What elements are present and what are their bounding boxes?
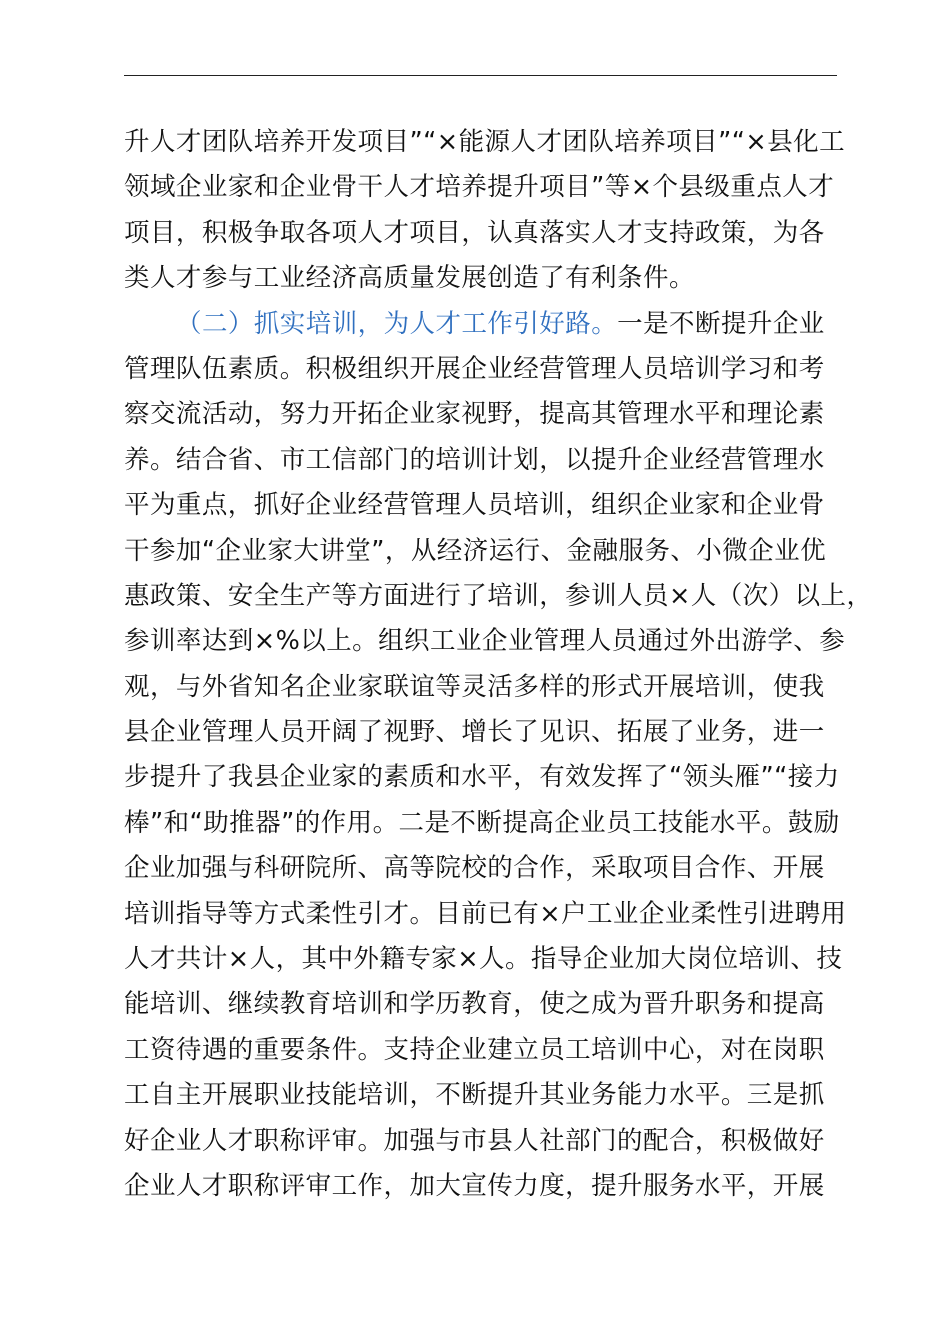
paragraph-line: 好企业人才职称评审。加强与市县人社部门的配合，积极做好 [124,1125,825,1156]
paragraph-line: 类人才参与工业经济高质量发展创造了有利条件。 [124,263,695,294]
paragraph-line: 企业人才职称评审工作，加大宣传力度，提升服务水平，开展 [124,1170,825,1201]
paragraph-line: 工自主开展职业技能培训，不断提升其业务能力水平。三是抓 [124,1080,825,1111]
paragraph-line: 领域企业家和企业骨干人才培养提升项目”等×个县级重点人才 [124,172,835,203]
section-heading: （二）抓实培训，为人才工作引好路。 [176,308,618,339]
paragraph-line: 惠政策、安全生产等方面进行了培训，参训人员×人（次）以上， [124,580,873,611]
paragraph-line: 步提升了我县企业家的素质和水平，有效发挥了“领头雁”“接力 [124,762,840,793]
paragraph-line: 人才共计×人，其中外籍专家×人。指导企业加大岗位培训、技 [124,944,843,975]
paragraph-line: 企业加强与科研院所、高等院校的合作，采取项目合作、开展 [124,853,825,884]
document-body [124,120,873,1209]
paragraph-line: 升人才团队培养开发项目”“×能源人才团队培养项目”“×县化工 [124,127,846,157]
paragraph-line: 棒”和“助推器”的作用。二是不断提高企业员工技能水平。鼓励 [124,807,840,838]
section-2 [124,302,873,1210]
section-heading-rest: 一是不断提升企业 [617,308,825,339]
paragraph-line: 管理队伍素质。积极组织开展企业经营管理人员培训学习和考 [124,353,825,384]
paragraph-line: 察交流活动，努力开拓企业家视野，提高其管理水平和理论素 [124,399,825,430]
paragraph-1 [124,120,846,302]
paragraph-line: 培训指导等方式柔性引才。目前已有×户工业企业柔性引进聘用 [124,898,847,929]
paragraph-line: 工资待遇的重要条件。支持企业建立员工培训中心，对在岗职 [124,1034,825,1065]
paragraph-line: 观，与外省知名企业家联谊等灵活多样的形式开展培训，使我 [124,671,825,702]
paragraph-line: 参训率达到×%以上。组织工业企业管理人员通过外出游学、参 [124,626,846,657]
paragraph-line: 养。结合省、市工信部门的培训计划，以提升企业经营管理水 [124,444,825,475]
paragraph-line: 平为重点，抓好企业经营管理人员培训，组织企业家和企业骨 [124,490,825,521]
paragraph-line: 干参加“企业家大讲堂”，从经济运行、金融服务、小微企业优 [124,535,827,566]
paragraph-line: 县企业管理人员开阔了视野、增长了见识、拓展了业务，进一 [124,717,825,748]
section-heading-line [124,302,837,347]
paragraph-line: 能培训、继续教育培训和学历教育，使之成为晋升职务和提高 [124,989,825,1020]
paragraph-line: 项目，积极争取各项人才项目，认真落实人才支持政策，为各 [124,217,825,248]
header-rule [124,75,837,76]
